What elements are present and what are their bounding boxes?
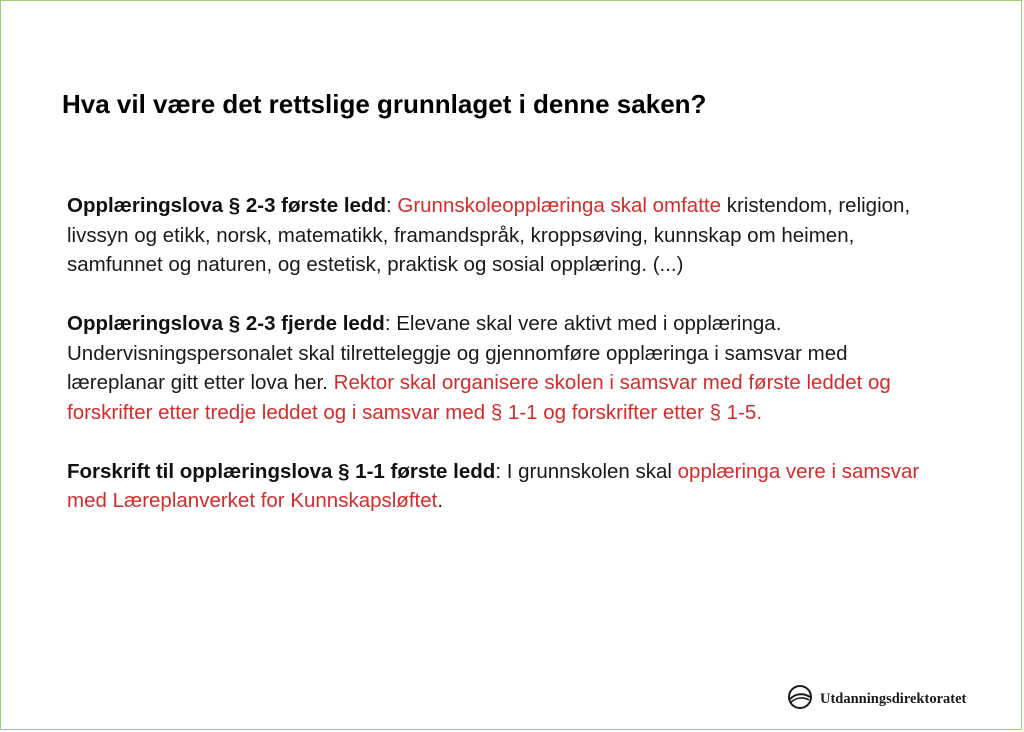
body-text-end: .	[437, 489, 444, 512]
slide-body	[67, 191, 947, 516]
paragraph-separator: :	[495, 459, 507, 483]
body-text: kristendom, religion, livssyn og etikk, norsk, matematikk, framandspråk, kroppsøving, kunnskap om heimen, samfunnet og naturen, og estetisk, praktisk og sosial opplæring. (...)	[67, 194, 911, 276]
paragraph-lead: Opplæringslova § 2-3 første ledd	[67, 194, 386, 217]
highlighted-text: Grunnskoleopplæringa skal omfatte	[397, 194, 721, 217]
body-text: I grunnskolen skal	[506, 459, 678, 483]
body-text: Elevane skal vere aktivt med i opplæringa. Undervisningspersonalet skal tilretteleggje og gjennomføre opplæringa i samsvar med læreplanar gitt etter lova her.	[67, 312, 848, 394]
slide-title: Hva vil være det rettslige grunnlaget i denne saken?	[62, 89, 707, 119]
highlighted-text: opplæringa vere i samsvar med Læreplanverket for Kunnskapsløftet	[67, 459, 920, 512]
highlighted-text: Rektor skal organisere skolen i samsvar med første leddet og forskrifter etter tredje leddet og i samsvar med § 1-1 og forskrifter etter § 1-5.	[67, 371, 891, 424]
paragraph-separator: :	[385, 194, 398, 217]
udir-globe-icon	[787, 684, 813, 715]
paragraph-lead: Forskrift til opplæringslova § 1-1 første ledd	[67, 459, 496, 483]
paragraph-forskrift-1-1	[67, 457, 947, 516]
paragraph-opplaeringslova-2-3-forste	[67, 191, 947, 280]
logo-text: Utdanningsdirektoratet	[820, 691, 967, 707]
paragraph-lead: Opplæringslova § 2-3 fjerde ledd	[67, 312, 385, 335]
paragraph-separator: :	[384, 312, 397, 335]
paragraph-opplaeringslova-2-3-fjerde	[67, 309, 947, 427]
footer-logo	[787, 684, 966, 715]
